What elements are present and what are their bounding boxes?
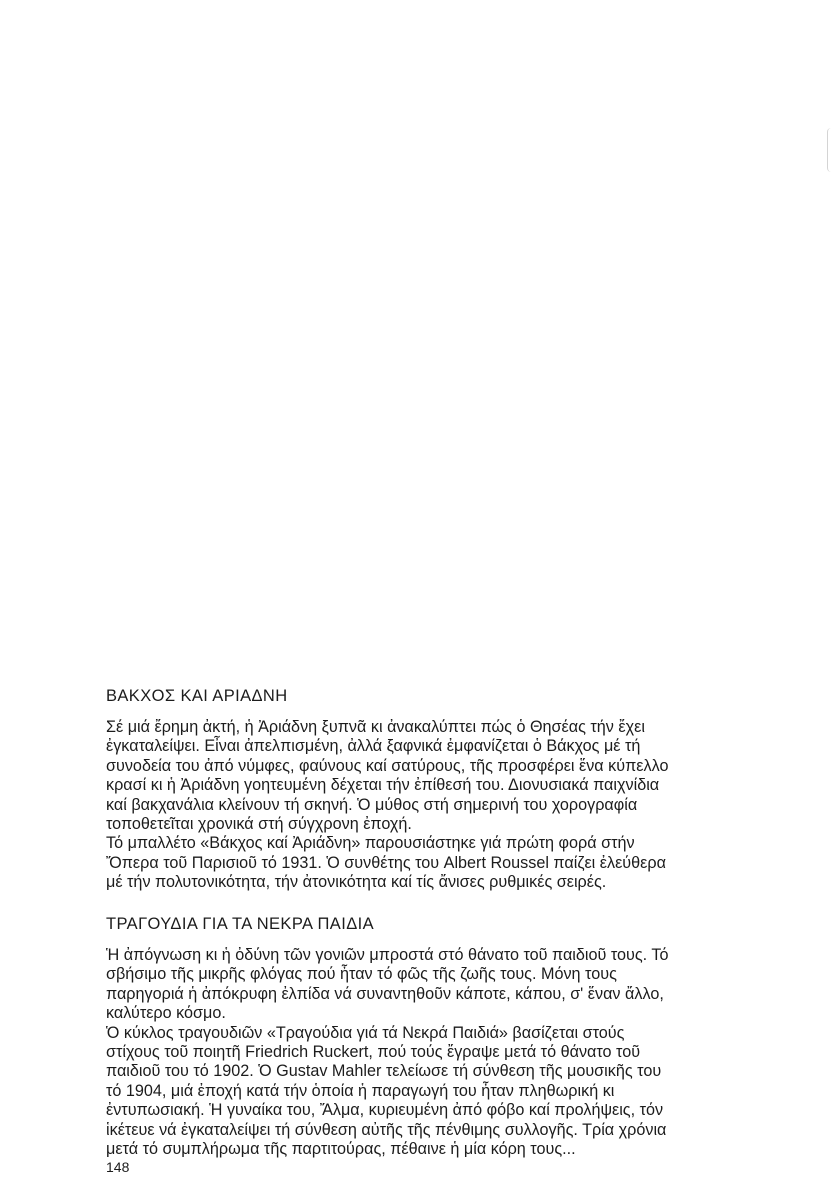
text-line: ἐντυπωσιακή. Ἡ γυναίκα του, Ἄλμα, κυριευμένη ἀπό φόβο καί προλήψεις, τόν: [106, 1101, 664, 1120]
text-line: Ὁ κύκλος τραγουδιῶν «Τραγούδια γιά τά Νεκρά Παιδιά» βασίζεται στούς: [106, 1023, 625, 1042]
section-songs-dead-children: [106, 914, 766, 1159]
section-bacchus-ariadne: [106, 686, 766, 893]
text-line: σβήσιμο τῆς μικρῆς φλόγας πού ἦταν τό φῶς τῆς ζωῆς τους. Μόνη τους: [106, 965, 617, 984]
text-line: Σέ μιά ἔρημη ἀκτή, ἡ Ἀριάδνη ξυπνᾶ κι ἀνακαλύπτει πώς ὁ Θησέας τήν ἔχει: [106, 718, 645, 736]
paragraph: [106, 1024, 766, 1160]
text-line: παιδιοῦ του τό 1902. Ὁ Gustav Mahler τελείωσε τή σύνθεση τῆς μουσικῆς του: [106, 1062, 662, 1081]
text-line: στίχους τοῦ ποιητῆ Friedrich Ruckert, πού τούς ἔγραψε μετά τό θάνατο τοῦ: [106, 1043, 641, 1062]
paragraph: [106, 718, 766, 834]
text-line: Ἡ ἀπόγνωση κι ἡ ὀδύνη τῶν γονιῶν μπροστά στό θάνατο τοῦ παιδιοῦ τους. Τό: [106, 946, 669, 964]
text-line: τοποθετεῖται χρονικά στή σύγχρονη ἐποχή.: [106, 815, 412, 834]
text-line: παρηγοριά ἡ ἀπόκρυφη ἐλπίδα νά συναντηθοῦν κάποτε, κάπου, σ' ἕναν ἄλλο,: [106, 984, 664, 1003]
text-line: Ὄπερα τοῦ Παρισιοῦ τό 1931. Ὁ συνθέτης του Albert Roussel παίζει ἐλεύθερα: [106, 853, 666, 872]
page-edge-mark: [827, 128, 832, 172]
section-title: ΤΡΑΓΟΥΔΙΑ ΓΙΑ ΤΑ ΝΕΚΡΑ ΠΑΙΔΙΑ: [106, 915, 375, 933]
text-line: μετά τό συμπλήρωμα τῆς παρτιτούρας, πέθαινε ἡ μία κόρη τους...: [106, 1140, 576, 1159]
page-number: 148: [106, 1159, 130, 1175]
text-line: καί βακχανάλια κλείνουν τή σκηνή. Ὁ μύθος στή σημερινή του χορογραφία: [106, 795, 638, 814]
text-line: τό 1904, μιά ἐποχή κατά τήν ὁποία ἡ παραγωγή του ἦταν πληθωρική κι: [106, 1081, 615, 1100]
text-line: μέ τήν πολυτονικότητα, τήν ἀτονικότητα καί τίς ἄνισες ρυθμικές σειρές.: [106, 873, 607, 892]
paragraph: [106, 946, 766, 1024]
text-line: κρασί κι ἡ Ἀριάδνη γοητευμένη δέχεται τήν ἐπίθεσή του. Διονυσιακά παιχνίδια: [106, 776, 660, 795]
text-line: ἱκέτευε νά ἐγκαταλείψει τή σύνθεση αὐτῆς τῆς πένθιμης συλλογῆς. Τρία χρόνια: [106, 1120, 667, 1139]
section-title: ΒΑΚΧΟΣ ΚΑΙ ΑΡΙΑΔΝΗ: [106, 687, 288, 705]
text-line: ἐγκαταλείψει. Εἶναι ἀπελπισμένη, ἀλλά ξαφνικά ἐμφανίζεται ὁ Βάκχος μέ τή: [106, 737, 641, 756]
text-line: συνοδεία του ἀπό νύμφες, φαύνους καί σατύρους, τῆς προσφέρει ἕνα κύπελλο: [106, 756, 669, 775]
paragraph: [106, 834, 766, 892]
text-line: καλύτερο κόσμο.: [106, 1004, 226, 1023]
text-line: Τό μπαλλέτο «Βάκχος καί Ἀριάδνη» παρουσιάστηκε γιά πρώτη φορά στήν: [106, 834, 635, 853]
